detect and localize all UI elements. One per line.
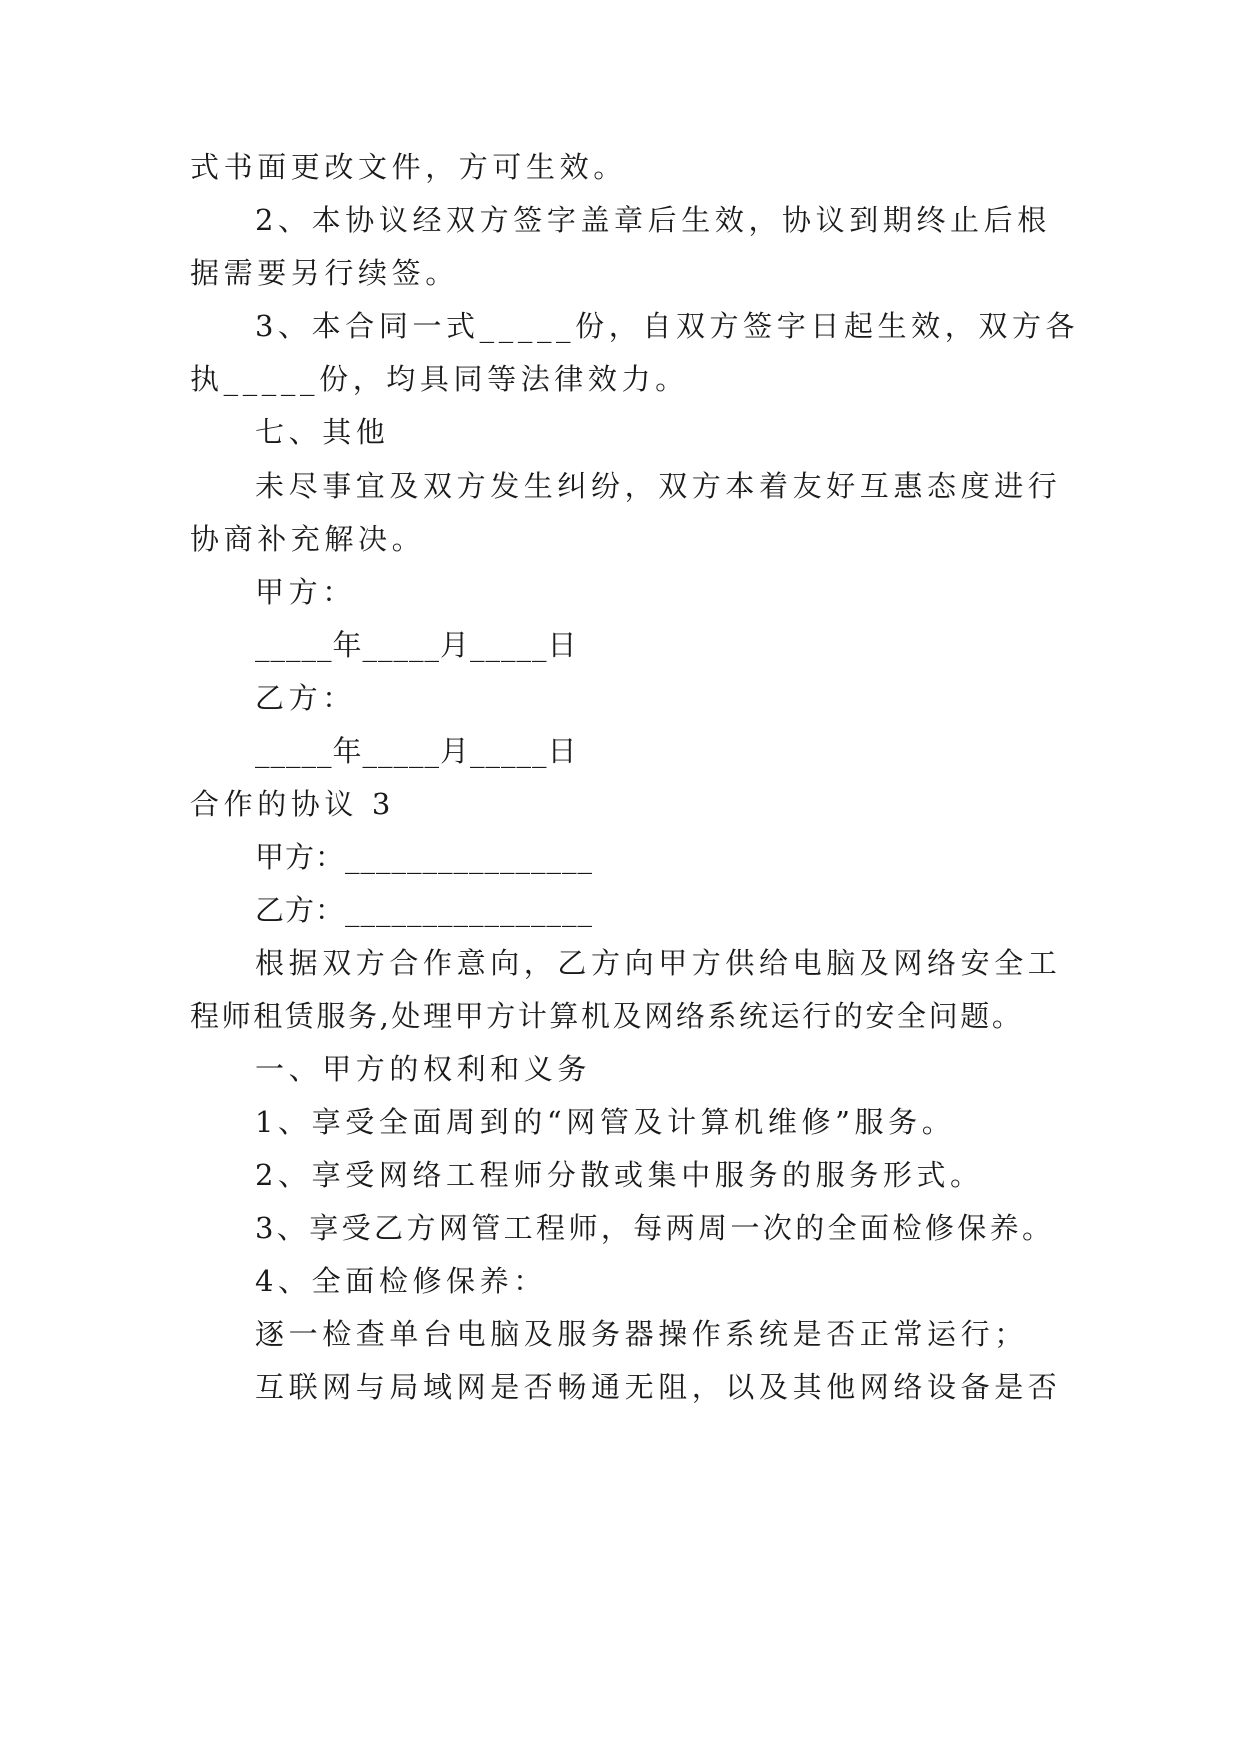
party-b-blank: 乙方：________________	[255, 893, 594, 927]
date-line: _____年_____月_____日	[255, 734, 578, 768]
text-line: 未尽事宜及双方发生纠纷，双方本着友好互惠态度进行	[255, 469, 1062, 503]
date-line: _____年_____月_____日	[255, 628, 578, 662]
text-line: 3、本合同一式_____份，自双方签字日起生效，双方各	[255, 309, 1080, 343]
party-a-blank: 甲方：________________	[255, 840, 594, 874]
text-line: 协商补充解决。	[190, 522, 426, 556]
text-line: 执_____份，均具同等法律效力。	[190, 362, 689, 396]
text-line: 互联网与局域网是否畅通无阻，以及其他网络设备是否	[255, 1370, 1062, 1404]
text-line: 1、享受全面周到的“网管及计算机维修”服务。	[255, 1105, 956, 1139]
party-b-label: 乙方：	[255, 681, 356, 715]
text-line: 4、全面检修保养：	[255, 1264, 547, 1298]
text-line: 2、享受网络工程师分散或集中服务的服务形式。	[255, 1158, 984, 1192]
agreement-title: 合作的协议 3	[190, 787, 395, 821]
text-line: 2、本协议经双方签字盖章后生效，协议到期终止后根	[255, 203, 1051, 237]
text-line: 3、享受乙方网管工程师，每两周一次的全面检修保养。	[255, 1211, 1055, 1245]
text-line: 据需要另行续签。	[190, 256, 459, 290]
text-line: 式书面更改文件，方可生效。	[190, 150, 627, 184]
section-heading: 七、其他	[255, 415, 390, 449]
text-line: 逐一检查单台电脑及服务器操作系统是否正常运行；	[255, 1317, 1028, 1351]
party-a-label: 甲方：	[255, 575, 356, 609]
text-line: 根据双方合作意向，乙方向甲方供给电脑及网络安全工	[255, 946, 1062, 980]
section-heading: 一、甲方的权利和义务	[255, 1052, 592, 1086]
text-line: 程师租赁服务,处理甲方计算机及网络系统运行的安全问题。	[190, 999, 1024, 1033]
